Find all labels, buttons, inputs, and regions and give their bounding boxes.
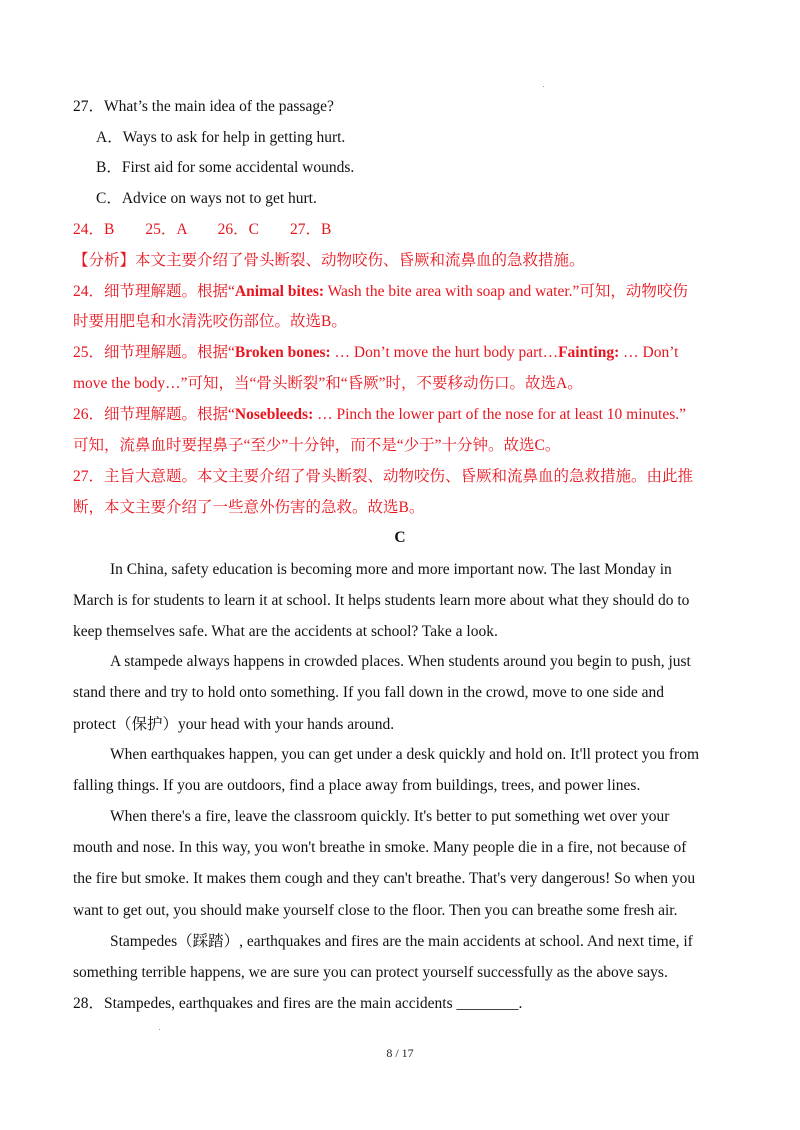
passage-line: March is for students to learn it at school. It helps students learn more about what they should do to — [73, 592, 690, 609]
question-28-stem: 28．Stampedes, earthquakes and fires are the main accidents ________. — [73, 995, 523, 1012]
passage-line: want to get out, you should make yourself close to the floor. Then you can breathe some fresh air. — [73, 902, 678, 919]
analysis-24-quote: Wash the bite area with soap and water.”可知，动物咬伤 — [324, 283, 688, 300]
question-27-option-a: A．Ways to ask for help in getting hurt. — [96, 129, 346, 146]
analysis-24-keyword: Animal bites: — [234, 283, 325, 300]
passage-line: mouth and nose. In this way, you won't breathe in smoke. Many people die in a fire, not because of — [73, 839, 687, 856]
analysis-27-line-2: 断，本文主要介绍了一些意外伤害的急救。故选B。 — [73, 499, 425, 516]
passage-line: stand there and try to hold onto something. If you fall down in the crowd, move to one side and — [73, 684, 665, 701]
analysis-27-line-1: 27．主旨大意题。本文主要介绍了骨头断裂、动物咬伤、昏厥和流鼻血的急救措施。由此推 — [73, 468, 694, 485]
analysis-25-line-1 — [73, 343, 728, 363]
analysis-summary: 【分析】本文主要介绍了骨头断裂、动物咬伤、昏厥和流鼻血的急救措施。 — [73, 252, 585, 269]
question-27-option-b: B．First aid for some accidental wounds. — [96, 159, 355, 176]
analysis-26-line-2: 可知，流鼻血时要捏鼻子“至少”十分钟，而不是“少于”十分钟。故选C。 — [73, 437, 561, 454]
analysis-24-line-2: 时要用肥皂和水清洗咬伤部位。故选B。 — [73, 313, 347, 330]
page-number: 8 / 17 — [386, 1046, 414, 1060]
analysis-25-prefix: 25．细节理解题。根据“ — [73, 344, 235, 361]
passage-line: falling things. If you are outdoors, find a place away from buildings, trees, and power lines. — [73, 777, 641, 794]
passage-line: Stampedes（踩踏）, earthquakes and fires are the main accidents at school. And next time, if — [110, 933, 693, 950]
question-27-stem: 27．What’s the main idea of the passage? — [73, 98, 334, 115]
passage-line: the fire but smoke. It makes them cough and they can't breathe. That's very dangerous! So when you — [73, 870, 696, 887]
analysis-26-keyword: Nosebleeds: — [234, 406, 314, 423]
analysis-24-line-1 — [73, 282, 728, 302]
analysis-25-keyword-2: Fainting: — [558, 344, 620, 361]
passage-line: When earthquakes happen, you can get under a desk quickly and hold on. It'll protect you from — [110, 746, 700, 763]
passage-line: When there's a fire, leave the classroom quickly. It's better to put something wet over your — [110, 808, 670, 825]
answer-key: 24．B 25．A 26．C 27．B — [73, 221, 332, 238]
analysis-25-line-2: move the body…”可知，当“骨头断裂”和“昏厥”时，不要移动伤口。故选A。 — [73, 375, 583, 392]
section-title: C — [394, 529, 406, 546]
analysis-25-keyword-1: Broken bones: — [234, 344, 331, 361]
scan-dot — [543, 86, 544, 87]
analysis-25-quote-2: … Don’t — [619, 344, 679, 361]
analysis-26-quote: … Pinch the lower part of the nose for at least 10 minutes.” — [313, 406, 687, 423]
passage-line: In China, safety education is becoming more and more important now. The last Monday in — [110, 561, 672, 578]
analysis-24-prefix: 24．细节理解题。根据“ — [73, 283, 235, 300]
question-27-option-c: C．Advice on ways not to get hurt. — [96, 190, 317, 207]
passage-line: something terrible happens, we are sure you can protect yourself successfully as the above says. — [73, 964, 668, 981]
analysis-26-line-1 — [73, 405, 728, 425]
scan-dot — [159, 1029, 160, 1030]
analysis-25-quote-1: … Don’t move the hurt body part… — [330, 344, 559, 361]
analysis-26-prefix: 26．细节理解题。根据“ — [73, 406, 235, 423]
passage-line: keep themselves safe. What are the accidents at school? Take a look. — [73, 623, 498, 640]
passage-line: A stampede always happens in crowded places. When students around you begin to push, just — [110, 653, 691, 670]
passage-line: protect（保护）your head with your hands around. — [73, 716, 395, 733]
